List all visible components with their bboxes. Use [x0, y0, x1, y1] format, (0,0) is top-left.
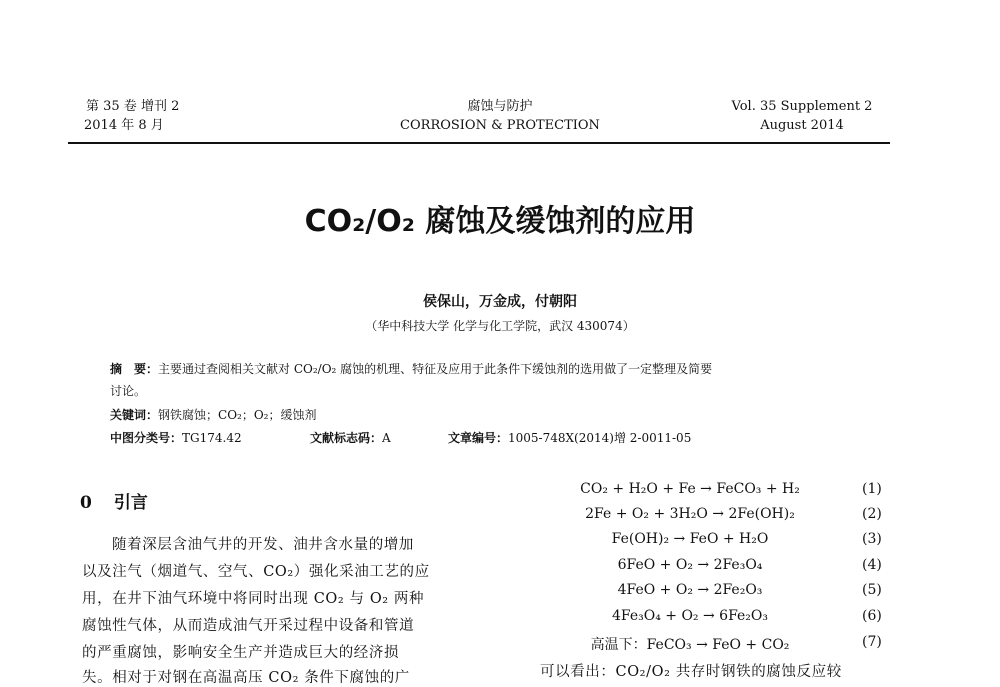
body-line: 可以看出：CO₂/O₂ 共存时钢铁的腐蚀反应较 [540, 664, 842, 680]
equation-number: (7) [862, 634, 882, 650]
equation: Fe(OH)₂ → FeO + H₂O [611, 531, 769, 547]
abstract: 摘 要：主要通过查阅相关文献对 CO₂/O₂ 腐蚀的机理、特征及应用于此条件下缓蚀剂的选用做了一定整理及简要 讨论。 [110, 362, 713, 398]
equation: CO₂ + H₂O + Fe → FeCO₃ + H₂ [580, 481, 800, 497]
article-number: 文章编号：1005-748X(2014)增 2-0011-05 [448, 431, 692, 445]
body-line: 随着深层含油气井的开发、油井含水量的增加 [112, 537, 414, 553]
equation-number: (2) [862, 506, 882, 522]
equation-number: (3) [862, 531, 882, 547]
equation: 4FeO + O₂ → 2Fe₂O₃ [617, 582, 763, 598]
journal-name: 腐蚀与防护 CORROSION & PROTECTION [400, 99, 600, 133]
journal-issue: 第 35 卷 增刊 2 2014 年 8 月 [84, 99, 180, 133]
body-line: 失。相对于对钢在高温高压 CO₂ 条件下腐蚀的广 [82, 670, 410, 686]
body-line: 腐蚀性气体，从而造成油气开采过程中设备和管道 [82, 618, 415, 634]
journal-volume: Vol. 35 Supplement 2 August 2014 [731, 99, 873, 133]
equation: 6FeO + O₂ → 2Fe₃O₄ [617, 557, 763, 573]
equation-number: (1) [862, 481, 882, 497]
authors: 侯保山，万金成，付朝阳 [423, 294, 577, 310]
equation-number: (4) [862, 557, 882, 573]
section-heading: 0 引言 [80, 493, 148, 513]
header-rule [68, 142, 890, 144]
equation-number: (5) [862, 582, 882, 598]
keywords: 关键词：钢铁腐蚀；CO₂；O₂；缓蚀剂 [110, 408, 317, 422]
paper-title: CO₂/O₂ 腐蚀及缓蚀剂的应用 [304, 204, 696, 239]
equation: 2Fe + O₂ + 3H₂O → 2Fe(OH)₂ [585, 506, 795, 522]
equation: 4Fe₃O₄ + O₂ → 6Fe₂O₃ [611, 608, 769, 624]
classification: 中图分类号：TG174.42 [110, 431, 242, 445]
body-line: 用，在井下油气环境中将同时出现 CO₂ 与 O₂ 两种 [82, 591, 425, 607]
body-line: 的严重腐蚀，影响安全生产并造成巨大的经济损 [82, 645, 400, 661]
equation-number: (6) [862, 608, 882, 624]
affiliation: （华中科技大学 化学与化工学院，武汉 430074） [365, 319, 635, 333]
document-code: 文献标志码：A [310, 431, 391, 445]
body-line: 以及注气（烟道气、空气、CO₂）强化采油工艺的应 [82, 564, 430, 580]
equation: 高温下：FeCO₃ → FeO + CO₂ [590, 637, 790, 653]
